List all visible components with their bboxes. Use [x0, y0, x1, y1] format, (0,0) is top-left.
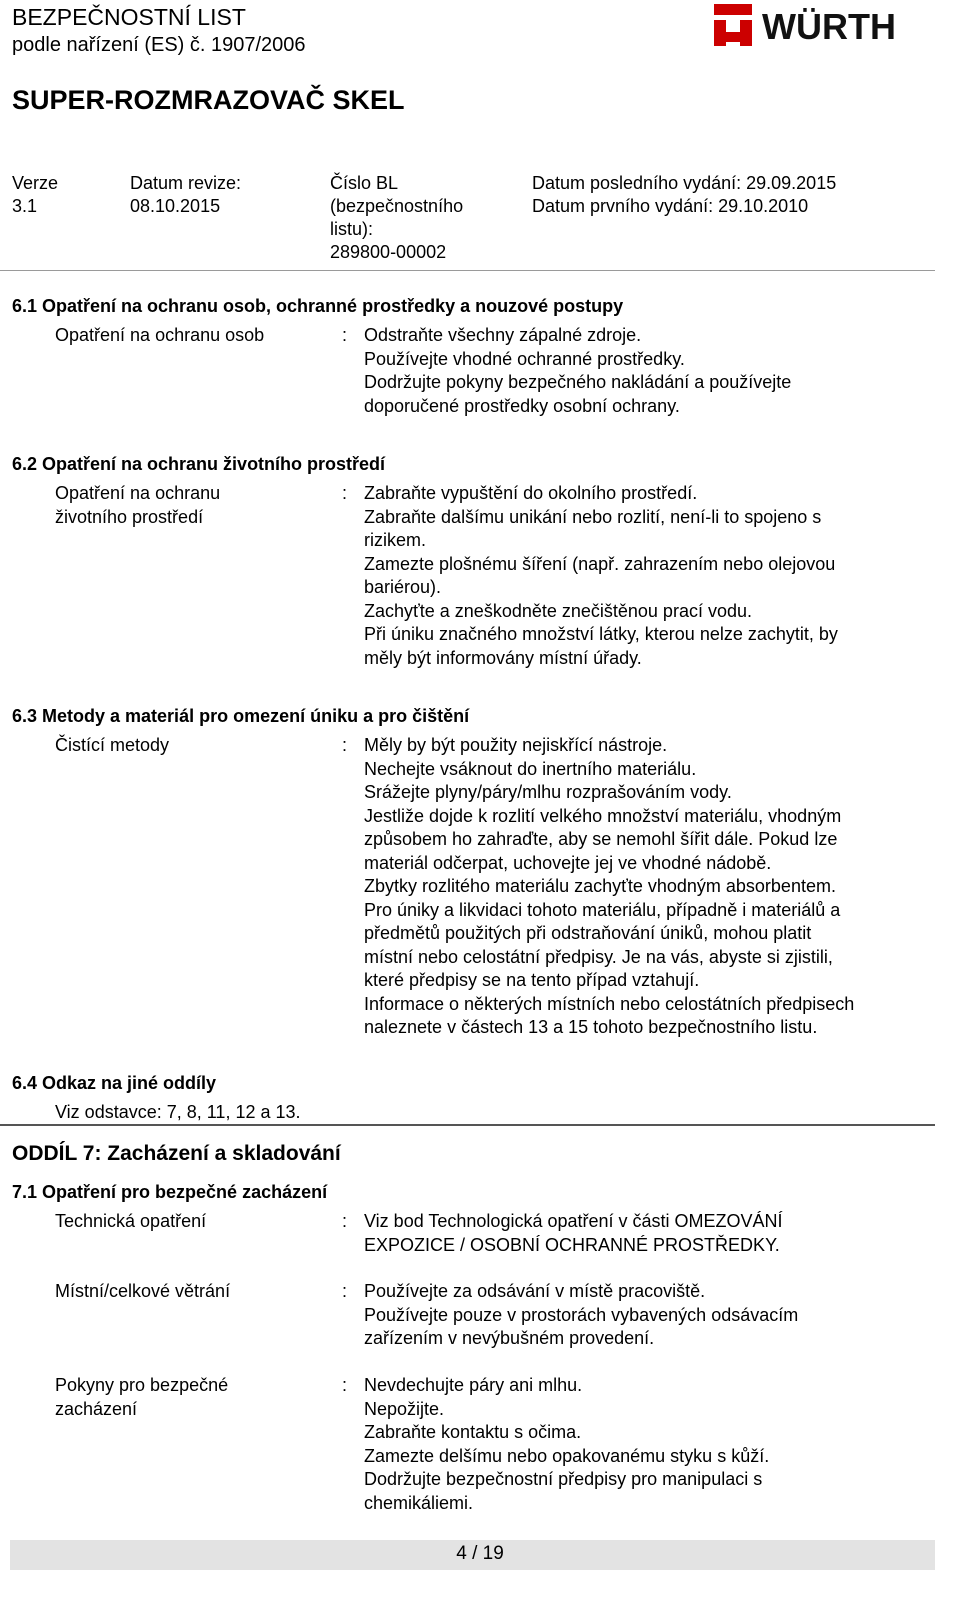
- label-line: životního prostředí: [55, 506, 204, 527]
- section-divider: [0, 1124, 935, 1126]
- separator-colon: :: [342, 735, 348, 755]
- text-line: Měly by být použity nejiskřící nástroje.: [364, 735, 668, 755]
- text-line: Srážejte plyny/páry/mlhu rozprašováním vody.: [364, 782, 732, 802]
- text-line: materiál odčerpat, uchovejte jej ve vhodné nádobě.: [364, 852, 772, 873]
- section-6-1-heading: 6.1 Opatření na ochranu osob, ochranné prostředky a nouzové postupy: [12, 296, 624, 316]
- environmental-text: [364, 482, 838, 670]
- personal-precautions-label: Opatření na ochranu osob: [55, 325, 265, 345]
- page-number: 4 / 19: [456, 1543, 504, 1564]
- reference-text: Viz odstavce: 7, 8, 11, 12 a 13.: [55, 1102, 301, 1122]
- text-line: místní nebo celostátní předpisy. Je na vás, abyste si zjistili,: [364, 946, 833, 967]
- product-name: SUPER-ROZMRAZOVAČ SKEL: [12, 85, 405, 115]
- wurth-logo-text: WÜRTH: [762, 6, 896, 47]
- wurth-logo-mark: [714, 4, 752, 46]
- text-line: Nechejte vsáknout do inertního materiálu.: [364, 758, 697, 779]
- text-line: Odstraňte všechny zápalné zdroje.: [364, 325, 642, 345]
- cleaning-methods-text: [364, 734, 854, 1040]
- technical-measures-text: [364, 1210, 783, 1257]
- sds-label-line: (bezpečnostního: [330, 196, 464, 216]
- separator-colon: :: [342, 483, 348, 503]
- first-issue-date: Datum prvního vydání: 29.10.2010: [532, 196, 809, 216]
- text-line: Používejte pouze v prostorách vybavených odsávacím: [364, 1304, 799, 1325]
- text-line: Zabraňte kontaktu s očima.: [364, 1422, 582, 1442]
- separator-colon: :: [342, 325, 348, 345]
- regulation-subtitle: podle nařízení (ES) č. 1907/2006: [12, 34, 306, 56]
- text-line: naleznete v částech 13 a 15 tohoto bezpečnostního listu.: [364, 1017, 818, 1037]
- revision-label: Datum revize:: [130, 173, 242, 193]
- section-6-2-heading: 6.2 Opatření na ochranu životního prostředí: [12, 454, 386, 474]
- last-issue-date: Datum posledního vydání: 29.09.2015: [532, 173, 837, 193]
- text-line: Informace o některých místních nebo celostátních předpisech: [364, 993, 855, 1014]
- label-line: Opatření na ochranu: [55, 483, 221, 503]
- label-line: zacházení: [55, 1398, 138, 1419]
- text-line: zařízením v nevýbušném provedení.: [364, 1328, 655, 1348]
- separator-colon: :: [342, 1375, 348, 1395]
- sds-label-line: Číslo BL: [330, 173, 399, 193]
- text-line: Nepožijte.: [364, 1398, 445, 1419]
- text-line: které předpisy se na tento případ vztahují.: [364, 970, 700, 990]
- text-line: chemikáliemi.: [364, 1492, 474, 1513]
- text-line: bariérou).: [364, 577, 442, 597]
- text-line: doporučené prostředky osobní ochrany.: [364, 395, 680, 416]
- safe-handling-text: [364, 1374, 769, 1515]
- technical-measures-label: Technická opatření: [55, 1211, 207, 1231]
- separator-colon: :: [342, 1281, 348, 1301]
- section-7-heading: ODDÍL 7: Zacházení a skladování: [12, 1142, 341, 1165]
- wurth-logo: [712, 2, 932, 57]
- text-line: Dodržujte bezpečnostní předpisy pro manipulaci s: [364, 1469, 763, 1489]
- text-line: Zabraňte dalšímu unikání nebo rozlití, není-li to spojeno s: [364, 506, 822, 527]
- sds-number: 289800-00002: [330, 242, 447, 262]
- text-line: rizikem.: [364, 530, 426, 550]
- text-line: Nevdechujte páry ani mlhu.: [364, 1375, 583, 1395]
- text-line: Zamezte plošnému šíření (např. zahrazením nebo olejovou: [364, 553, 836, 574]
- text-line: Zbytky rozlitého materiálu zachyťte vhodným absorbentem.: [364, 876, 836, 896]
- text-line: Při úniku značného množství látky, kterou nelze zachytit, by: [364, 624, 838, 644]
- text-line: Viz bod Technologická opatření v části OMEZOVÁNÍ: [364, 1211, 783, 1231]
- revision-value: 08.10.2015: [130, 196, 221, 216]
- ventilation-text: [364, 1280, 798, 1351]
- text-line: EXPOZICE / OSOBNÍ OCHRANNÉ PROSTŘEDKY.: [364, 1234, 780, 1255]
- text-line: Zachyťte a zneškodněte znečištěnou prací vodu.: [364, 600, 752, 621]
- version-value: 3.1: [12, 196, 38, 216]
- text-line: Zamezte delšímu nebo opakovanému styku s kůží.: [364, 1445, 770, 1466]
- text-line: Jestliže dojde k rozlití velkého množství materiálu, vhodným: [364, 805, 842, 826]
- version-label: Verze: [12, 173, 59, 193]
- text-line: měly být informovány místní úřady.: [364, 647, 642, 668]
- text-line: Používejte za odsávání v místě pracoviště.: [364, 1281, 706, 1301]
- header-divider: [0, 270, 935, 271]
- text-line: předmětů použitých při odstraňování úniků, mohou platit: [364, 923, 812, 943]
- section-6-3-heading: 6.3 Metody a materiál pro omezení úniku a pro čištění: [12, 706, 470, 726]
- safe-handling-label: [55, 1374, 228, 1421]
- section-7-1-heading: 7.1 Opatření pro bezpečné zacházení: [12, 1182, 328, 1202]
- text-line: Pro úniky a likvidaci tohoto materiálu, případně i materiálů a: [364, 899, 841, 920]
- separator-colon: :: [342, 1211, 348, 1231]
- cleaning-methods-label: Čistící metody: [55, 735, 170, 755]
- text-line: Používejte vhodné ochranné prostředky.: [364, 348, 685, 369]
- document-title: BEZPEČNOSTNÍ LIST: [12, 4, 246, 30]
- section-6-4-heading: 6.4 Odkaz na jiné oddíly: [12, 1073, 217, 1093]
- personal-precautions-text: [364, 324, 791, 418]
- text-line: způsobem ho zahraďte, aby se nemohl šířit dále. Pokud lze: [364, 829, 838, 849]
- text-line: Zabraňte vypuštění do okolního prostředí.: [364, 483, 698, 503]
- ventilation-label: Místní/celkové větrání: [55, 1281, 231, 1301]
- label-line: Pokyny pro bezpečné: [55, 1375, 229, 1395]
- environmental-label: [55, 482, 220, 529]
- sds-label-line: listu):: [330, 219, 374, 239]
- text-line: Dodržujte pokyny bezpečného nakládání a používejte: [364, 372, 792, 392]
